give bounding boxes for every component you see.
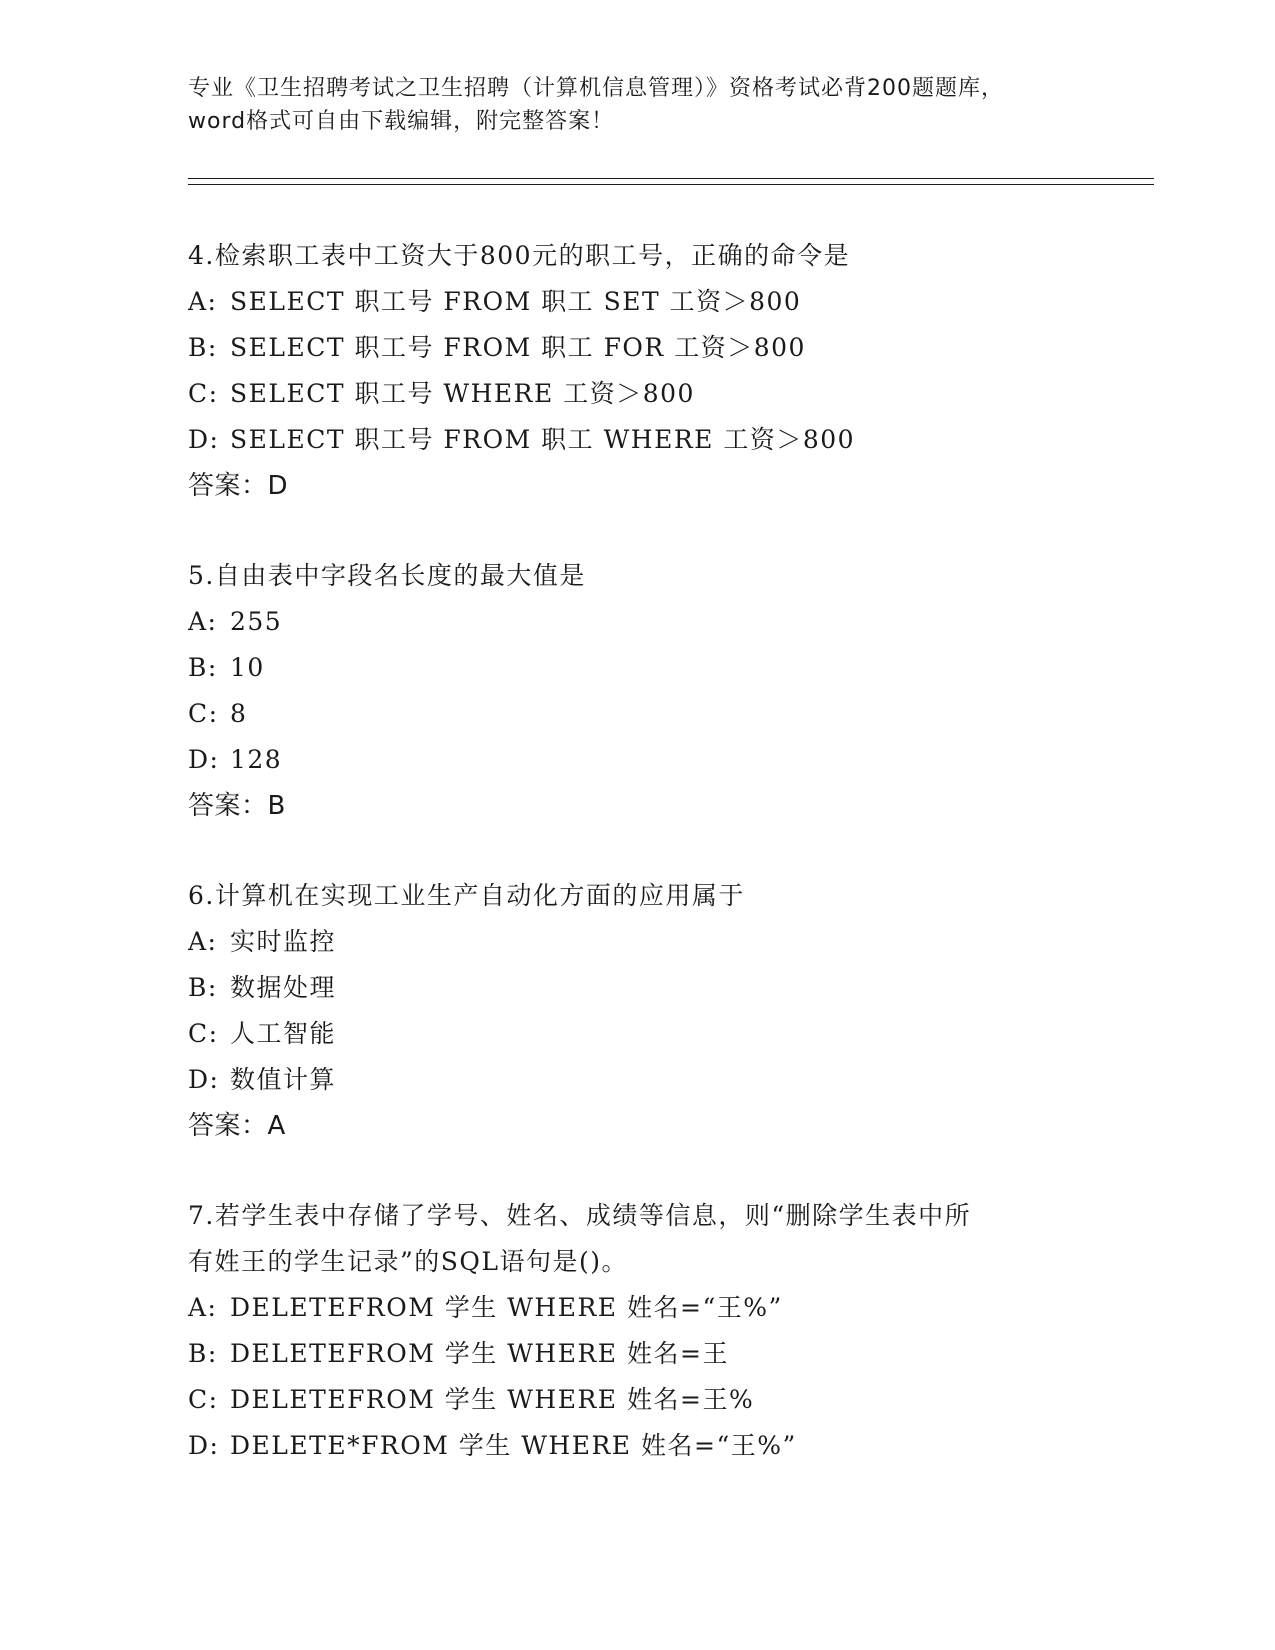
option-key: A: — [188, 287, 218, 316]
option-text: DELETEFROM 学生 WHERE 姓名=王% — [230, 1385, 755, 1414]
option-text: DELETEFROM 学生 WHERE 姓名=“王%” — [230, 1293, 783, 1322]
question-7 — [188, 1193, 1108, 1469]
option-key: D: — [188, 1065, 220, 1094]
option-text: 实时监控 — [230, 927, 337, 956]
question-6 — [188, 873, 1108, 1149]
option-key: A: — [188, 927, 218, 956]
header-divider-bottom — [188, 184, 1154, 185]
header-title-line-2: word格式可自由下载编辑，附完整答案！ — [188, 109, 615, 134]
option-key: D: — [188, 1431, 220, 1460]
option-d — [188, 737, 1108, 783]
option-key: B: — [188, 653, 218, 682]
option-text: 128 — [230, 745, 283, 774]
option-d — [188, 1423, 1108, 1469]
option-key: B: — [188, 1339, 218, 1368]
answer-line: 答案：B — [188, 791, 286, 821]
option-d — [188, 417, 1108, 463]
option-text: 10 — [230, 653, 265, 682]
option-text: DELETEFROM 学生 WHERE 姓名=王 — [230, 1339, 729, 1368]
option-key: A: — [188, 1293, 218, 1322]
option-text: SELECT 职工号 FROM 职工 WHERE 工资＞800 — [230, 425, 856, 454]
option-text: 255 — [230, 607, 283, 636]
option-key: C: — [188, 379, 219, 408]
question-stem: 4.检索职工表中工资大于800元的职工号，正确的命令是 — [188, 241, 851, 270]
option-text: 8 — [230, 699, 248, 728]
option-a — [188, 599, 1108, 645]
option-b — [188, 1331, 1108, 1377]
option-key: B: — [188, 973, 218, 1002]
option-key: C: — [188, 699, 219, 728]
option-text: 数值计算 — [230, 1065, 337, 1094]
option-text: SELECT 职工号 FROM 职工 SET 工资＞800 — [230, 287, 802, 316]
question-5 — [188, 553, 1108, 829]
option-key: C: — [188, 1385, 219, 1414]
option-b — [188, 965, 1108, 1011]
document-header — [188, 72, 1088, 138]
option-key: C: — [188, 1019, 219, 1048]
option-text: SELECT 职工号 FROM 职工 FOR 工资＞800 — [230, 333, 806, 362]
question-stem: 5.自由表中字段名长度的最大值是 — [188, 561, 586, 590]
option-text: SELECT 职工号 WHERE 工资＞800 — [230, 379, 695, 408]
header-title-line-1: 专业《卫生招聘考试之卫生招聘（计算机信息管理）》资格考试必背200题题库， — [188, 76, 1004, 101]
option-b — [188, 325, 1108, 371]
answer-line: 答案：A — [188, 1111, 286, 1141]
option-key: B: — [188, 333, 218, 362]
question-stem: 7.若学生表中存储了学号、姓名、成绩等信息，则“删除学生表中所 — [188, 1201, 972, 1230]
option-c — [188, 1377, 1108, 1423]
option-c — [188, 1011, 1108, 1057]
question-stem: 6.计算机在实现工业生产自动化方面的应用属于 — [188, 881, 745, 910]
option-key: D: — [188, 745, 220, 774]
option-a — [188, 919, 1108, 965]
option-text: 数据处理 — [230, 973, 337, 1002]
option-a — [188, 1285, 1108, 1331]
option-text: DELETE*FROM 学生 WHERE 姓名=“王%” — [230, 1431, 797, 1460]
option-key: D: — [188, 425, 220, 454]
header-divider-top — [188, 178, 1154, 179]
option-key: A: — [188, 607, 218, 636]
option-c — [188, 691, 1108, 737]
option-d — [188, 1057, 1108, 1103]
option-text: 人工智能 — [230, 1019, 337, 1048]
question-4 — [188, 233, 1108, 509]
option-a — [188, 279, 1108, 325]
option-c — [188, 371, 1108, 417]
option-b — [188, 645, 1108, 691]
answer-line: 答案：D — [188, 471, 289, 501]
question-stem-continued: 有姓王的学生记录”的SQL语句是()。 — [188, 1247, 629, 1276]
